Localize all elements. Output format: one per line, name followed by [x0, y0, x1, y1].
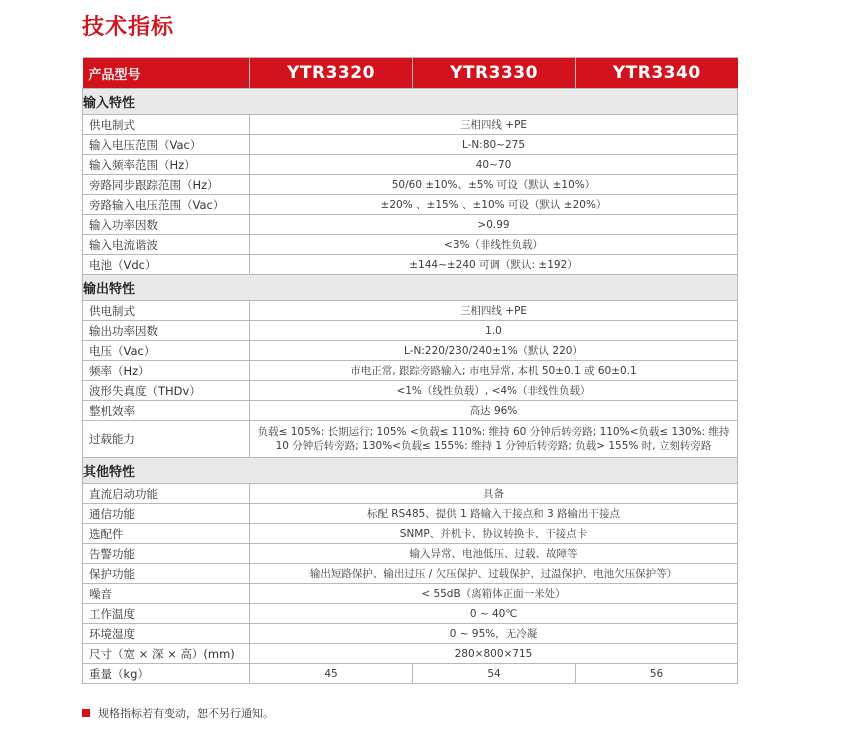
spec-value: 280×800×715: [250, 644, 738, 664]
spec-label: 输入功率因数: [83, 215, 250, 235]
spec-label: 供电制式: [83, 301, 250, 321]
spec-value: <1%（线性负载）, <4%（非线性负载）: [250, 381, 738, 401]
spec-value: 输出短路保护、输出过压 / 欠压保护、过载保护、过温保护、电池欠压保护等）: [250, 564, 738, 584]
spec-value: L-N:220/230/240±1%（默认 220）: [250, 341, 738, 361]
spec-label: 供电制式: [83, 115, 250, 135]
table-row: [83, 484, 738, 504]
spec-label: 选配件: [83, 524, 250, 544]
spec-label: 旁路输入电压范围（Vac）: [83, 195, 250, 215]
spec-label: 输入电压范围（Vac）: [83, 135, 250, 155]
red-square-bullet-icon: [82, 709, 90, 717]
spec-value: 高达 96%: [250, 401, 738, 421]
spec-value: ±20% 、±15% 、±10% 可设（默认 ±20%）: [250, 195, 738, 215]
spec-value: 三相四线 +PE: [250, 115, 738, 135]
section-title: 输入特性: [83, 89, 738, 115]
table-row: [83, 381, 738, 401]
spec-label: 过载能力: [83, 421, 250, 458]
spec-value: ±144~±240 可调（默认: ±192）: [250, 255, 738, 275]
table-header-row: [83, 58, 738, 89]
spec-label: 旁路同步跟踪范围（Hz）: [83, 175, 250, 195]
table-row: [83, 401, 738, 421]
spec-label: 整机效率: [83, 401, 250, 421]
spec-value: L-N:80~275: [250, 135, 738, 155]
footnote: [82, 705, 274, 721]
spec-label: 输入电流谐波: [83, 235, 250, 255]
footnote-text: 规格指标若有变动，恕不另行通知。: [98, 707, 274, 720]
spec-value: 市电正常, 跟踪旁路输入; 市电异常, 本机 50±0.1 或 60±0.1: [250, 361, 738, 381]
table-row: [83, 235, 738, 255]
spec-label: 重量（kg）: [83, 664, 250, 684]
page-title: 技术指标: [82, 15, 175, 40]
spec-label: 波形失真度（THDv）: [83, 381, 250, 401]
spec-value: 0 ~ 95%，无冷凝: [250, 624, 738, 644]
spec-label: 输出功率因数: [83, 321, 250, 341]
spec-value: 标配 RS485、提供 1 路输入干接点和 3 路输出干接点: [250, 504, 738, 524]
spec-label: 频率（Hz）: [83, 361, 250, 381]
table-row: [83, 195, 738, 215]
table-row: [83, 624, 738, 644]
table-row: [83, 504, 738, 524]
spec-label: 环境湿度: [83, 624, 250, 644]
spec-value: < 55dB（离箱体正面一米处）: [250, 584, 738, 604]
table-row: [83, 115, 738, 135]
spec-value: 1.0: [250, 321, 738, 341]
table-row: [83, 544, 738, 564]
table-row: [83, 255, 738, 275]
spec-table: [82, 57, 738, 684]
table-row: [83, 524, 738, 544]
spec-value: 0 ~ 40℃: [250, 604, 738, 624]
table-row: [83, 644, 738, 664]
model-ytr3330: YTR3330: [413, 58, 576, 89]
table-row: [83, 604, 738, 624]
spec-value: 具备: [250, 484, 738, 504]
spec-value: 负载≤ 105%: 长期运行; 105% <负载≤ 110%: 维持 60 分钟后转旁路; 110%<负载≤ 130%: 维持 10 分钟后转旁路; 130%<负载≤ 155%: 维持 1 分钟后转旁路; 负载> 155% 时, 立刻转旁路: [250, 421, 738, 458]
table-row: [83, 175, 738, 195]
table-row: [83, 361, 738, 381]
spec-value: 三相四线 +PE: [250, 301, 738, 321]
spec-value: >0.99: [250, 215, 738, 235]
table-row: [83, 301, 738, 321]
table-row: [83, 584, 738, 604]
spec-label: 尺寸（宽 × 深 × 高）(mm): [83, 644, 250, 664]
spec-label: 电压（Vac）: [83, 341, 250, 361]
spec-value: 45: [250, 664, 413, 684]
spec-value: <3%（非线性负载）: [250, 235, 738, 255]
spec-label: 告警功能: [83, 544, 250, 564]
table-row: [83, 135, 738, 155]
spec-label: 保护功能: [83, 564, 250, 584]
table-row: [83, 421, 738, 458]
spec-label: 电池（Vdc）: [83, 255, 250, 275]
spec-value: 54: [413, 664, 576, 684]
section-header: [83, 89, 738, 115]
spec-value: 50/60 ±10%、±5% 可设（默认 ±10%）: [250, 175, 738, 195]
spec-value: 56: [576, 664, 738, 684]
model-ytr3320: YTR3320: [250, 58, 413, 89]
section-header: [83, 275, 738, 301]
table-row: [83, 341, 738, 361]
spec-label: 直流启动功能: [83, 484, 250, 504]
spec-label: 输入频率范围（Hz）: [83, 155, 250, 175]
table-row: [83, 664, 738, 684]
spec-label: 通信功能: [83, 504, 250, 524]
table-row: [83, 564, 738, 584]
table-row: [83, 215, 738, 235]
spec-value: 输入异常、电池低压、过载、故障等: [250, 544, 738, 564]
spec-label: 噪音: [83, 584, 250, 604]
section-title: 其他特性: [83, 458, 738, 484]
model-ytr3340: YTR3340: [576, 58, 738, 89]
spec-value: SNMP、并机卡、协议转换卡、干接点卡: [250, 524, 738, 544]
section-title: 输出特性: [83, 275, 738, 301]
table-row: [83, 155, 738, 175]
section-header: [83, 458, 738, 484]
table-row: [83, 321, 738, 341]
header-label: 产品型号: [83, 58, 250, 89]
spec-value: 40~70: [250, 155, 738, 175]
spec-label: 工作温度: [83, 604, 250, 624]
